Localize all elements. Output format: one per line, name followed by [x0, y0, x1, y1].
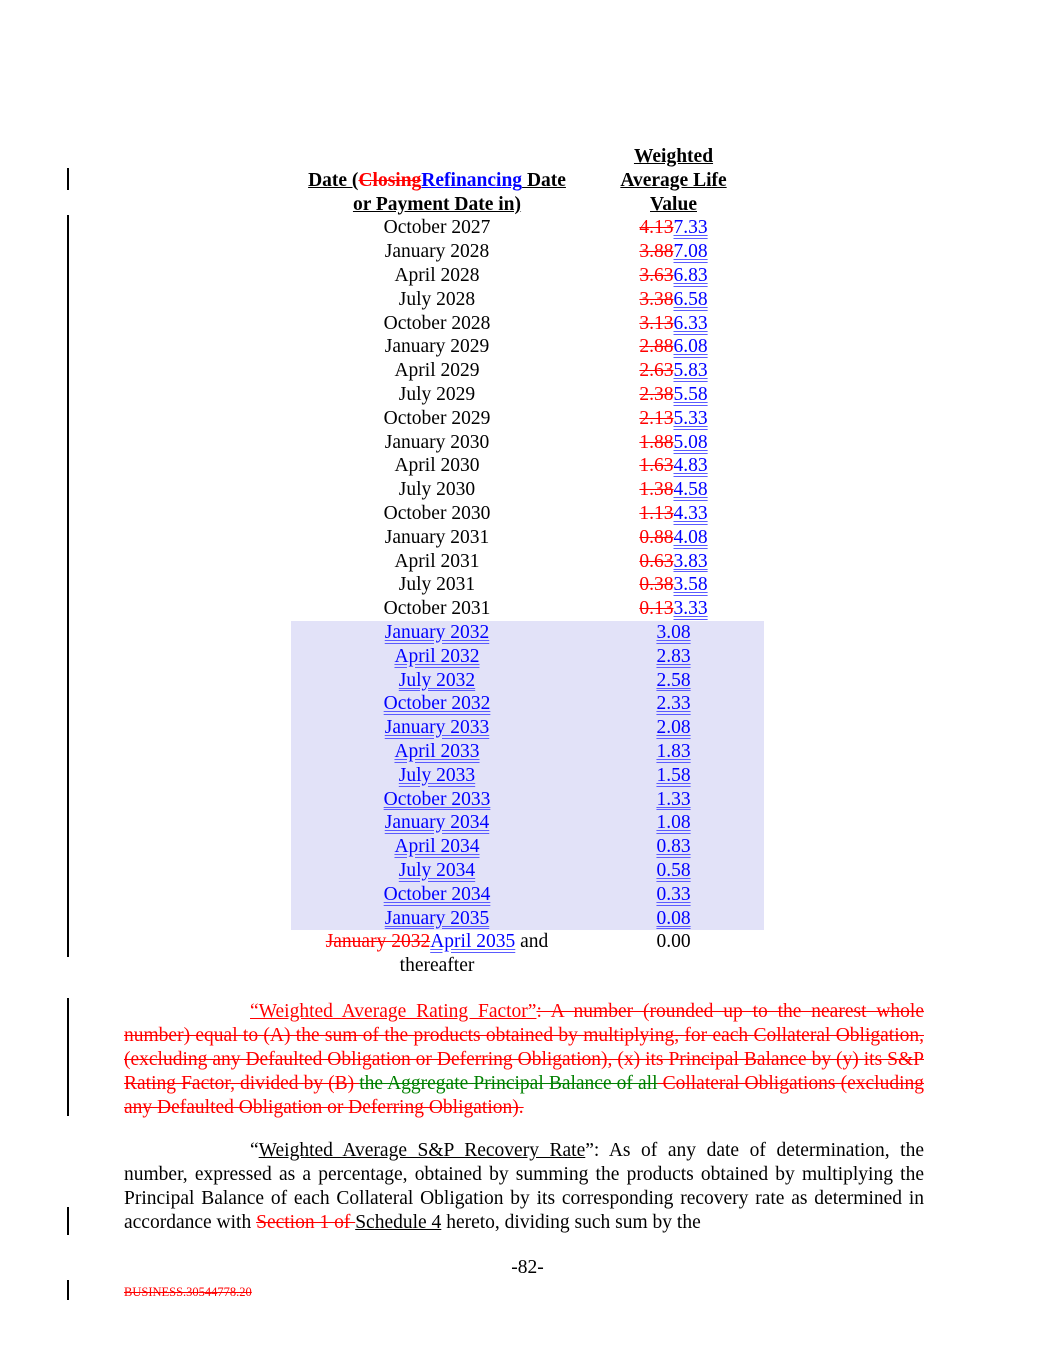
table-row — [291, 502, 764, 526]
header-date-line2: or Payment Date in) — [352, 193, 522, 215]
header-value-line2: Average Life — [620, 169, 727, 191]
value-cell — [583, 478, 764, 502]
date-cell: October 2031 — [383, 598, 491, 620]
old-value: 3.88 — [639, 241, 674, 263]
table-row-inserted — [291, 740, 764, 764]
final-date-cell: January 2032April 2035 and — [325, 931, 549, 953]
final-date-thereafter: thereafter — [399, 955, 475, 977]
date-cell: October 2030 — [383, 502, 491, 524]
table-row — [291, 383, 764, 407]
table-header-row — [291, 193, 764, 217]
old-value: 0.38 — [639, 574, 674, 596]
date-cell: July 2029 — [398, 383, 476, 405]
table-body — [291, 216, 764, 621]
inserted-rows-block — [291, 621, 764, 930]
defined-term: “Weighted Average Rating Factor” — [250, 1001, 537, 1022]
old-value: 0.13 — [639, 598, 674, 620]
value-cell — [583, 597, 764, 621]
definition-weighted-average-rating-factor: “Weighted Average Rating Factor”: A number (rounded up to the nearest whole number) equal to (A) the sum of the products obtained by multiplying, for each Collateral Obligation, (excluding any Defaulted Obligation or Deferring Obligation), (x) its Principal Balance by (y) its S&P Rating Factor, divided by (B) the Aggregate Principal Balance of all Collateral Obligations (excluding any Defaulted Obligation or Deferring Obligation). — [124, 1001, 924, 1118]
old-value: 2.13 — [639, 407, 674, 429]
value-cell: 2.58 — [656, 669, 691, 691]
date-cell: April 2033 — [394, 740, 480, 762]
table-row-final-cont — [291, 954, 764, 978]
table-row — [291, 240, 764, 264]
value-cell: 1.58 — [656, 764, 691, 786]
value-cell: 3.08 — [656, 621, 691, 643]
header-value-line3: Value — [650, 193, 697, 215]
new-value: 5.58 — [673, 383, 708, 405]
value-cell — [583, 573, 764, 597]
weighted-average-life-table — [291, 145, 764, 978]
date-cell: January 2033 — [384, 717, 490, 739]
date-cell: April 2030 — [394, 455, 480, 477]
value-cell — [583, 550, 764, 574]
value-cell: 1.33 — [656, 788, 691, 810]
change-bar — [67, 998, 69, 1116]
value-cell — [583, 312, 764, 336]
value-cell: 0.08 — [656, 907, 691, 929]
date-cell: January 2035 — [384, 907, 490, 929]
table-row — [291, 335, 764, 359]
page-number: -82- — [511, 1257, 544, 1278]
table-row — [291, 312, 764, 336]
schedule-reference: Schedule 4 — [355, 1211, 442, 1233]
new-value: 5.08 — [673, 431, 708, 453]
new-value: 4.33 — [673, 502, 708, 524]
table-row-inserted — [291, 859, 764, 883]
table-row-inserted — [291, 788, 764, 812]
date-cell: July 2033 — [398, 764, 476, 786]
value-cell — [583, 407, 764, 431]
value-cell: 0.83 — [656, 836, 691, 858]
date-cell: July 2030 — [398, 479, 476, 501]
date-cell: January 2031 — [384, 526, 490, 548]
value-cell: 0.58 — [656, 859, 691, 881]
date-cell: October 2033 — [383, 788, 491, 810]
new-value: 4.58 — [673, 479, 708, 501]
old-value: 0.88 — [639, 526, 674, 548]
value-cell — [583, 264, 764, 288]
new-value: 3.33 — [673, 598, 708, 620]
header-date-line1: Date (ClosingRefinancing Date — [308, 169, 566, 191]
definition-weighted-average-sp-recovery-rate: “Weighted Average S&P Recovery Rate”: As of any date of determination, the number, expressed as a percentage, obtained by summing the products obtained by multiplying the Principal Balance of each Collateral Obligation by its corresponding recovery rate as determined in accordance with Section 1 of Schedule 4 hereto, dividing such sum by the — [124, 1140, 924, 1233]
table-row — [291, 550, 764, 574]
old-value: 2.88 — [639, 336, 674, 358]
old-value: 3.63 — [639, 264, 674, 286]
table-row — [291, 526, 764, 550]
change-bar — [67, 215, 69, 957]
table-row — [291, 216, 764, 240]
date-cell: April 2032 — [394, 645, 480, 667]
date-cell: July 2028 — [398, 288, 476, 310]
date-cell: April 2028 — [394, 264, 480, 286]
change-bar — [67, 1280, 69, 1300]
date-cell: July 2032 — [398, 669, 476, 691]
new-value: 6.58 — [673, 288, 708, 310]
table-row — [291, 407, 764, 431]
table-row-inserted — [291, 716, 764, 740]
date-cell: October 2029 — [383, 407, 491, 429]
value-cell — [583, 383, 764, 407]
value-cell — [583, 454, 764, 478]
new-value: 3.58 — [673, 574, 708, 596]
old-value: 2.63 — [639, 360, 674, 382]
table-row-inserted — [291, 811, 764, 835]
new-value: 5.83 — [673, 360, 708, 382]
new-value: 3.83 — [673, 550, 708, 572]
table-row — [291, 288, 764, 312]
table-row-inserted — [291, 883, 764, 907]
table-row-final — [291, 930, 764, 954]
table-row — [291, 359, 764, 383]
date-cell: July 2031 — [398, 574, 476, 596]
value-cell — [583, 431, 764, 455]
date-cell: January 2029 — [384, 336, 490, 358]
table-row-inserted — [291, 835, 764, 859]
date-cell: April 2031 — [394, 550, 480, 572]
old-value: 1.63 — [639, 455, 674, 477]
value-cell — [583, 359, 764, 383]
date-cell: April 2034 — [394, 836, 480, 858]
value-cell: 2.08 — [656, 717, 691, 739]
new-value: 6.83 — [673, 264, 708, 286]
date-cell: October 2027 — [383, 217, 491, 239]
date-cell: January 2028 — [384, 241, 490, 263]
header-value-line1: Weighted — [633, 146, 714, 167]
table-row — [291, 597, 764, 621]
table-header-row — [291, 145, 764, 169]
new-value: 5.33 — [673, 407, 708, 429]
date-cell: July 2034 — [398, 859, 476, 881]
date-cell: January 2032 — [384, 621, 490, 643]
old-value: 1.13 — [639, 502, 674, 524]
value-cell: 0.33 — [656, 883, 691, 905]
value-cell — [583, 335, 764, 359]
new-value: 6.33 — [673, 312, 708, 334]
old-value: 4.13 — [639, 217, 674, 239]
change-bar — [67, 168, 69, 190]
value-cell: 1.08 — [656, 812, 691, 834]
value-cell — [583, 240, 764, 264]
table-row-inserted — [291, 764, 764, 788]
old-value: 0.63 — [639, 550, 674, 572]
old-value: 3.38 — [639, 288, 674, 310]
new-value: 4.08 — [673, 526, 708, 548]
new-value: 4.83 — [673, 455, 708, 477]
value-cell — [583, 216, 764, 240]
new-value: 6.08 — [673, 336, 708, 358]
table-row-inserted — [291, 692, 764, 716]
value-cell: 2.83 — [656, 645, 691, 667]
table-row — [291, 264, 764, 288]
change-bar — [67, 1207, 69, 1235]
table-row-inserted — [291, 621, 764, 645]
table-row-inserted — [291, 907, 764, 931]
old-value: 1.88 — [639, 431, 674, 453]
date-cell: January 2034 — [384, 812, 490, 834]
value-cell — [583, 502, 764, 526]
date-cell: April 2029 — [394, 360, 480, 382]
new-value: 7.08 — [673, 241, 708, 263]
date-cell: October 2034 — [383, 883, 491, 905]
value-cell — [583, 288, 764, 312]
table-row — [291, 478, 764, 502]
value-cell: 1.83 — [656, 740, 691, 762]
table-header-row — [291, 169, 764, 193]
date-cell: October 2028 — [383, 312, 491, 334]
defined-term: Weighted Average S&P Recovery Rate — [258, 1140, 586, 1161]
old-value: 2.38 — [639, 383, 674, 405]
table-row — [291, 431, 764, 455]
table-row-inserted — [291, 645, 764, 669]
old-value: 1.38 — [639, 479, 674, 501]
document-id-footer: BUSINESS.30544778.20 — [124, 1285, 252, 1299]
date-cell: January 2030 — [384, 431, 490, 453]
old-value: 3.13 — [639, 312, 674, 334]
final-value-cell: 0.00 — [656, 931, 691, 953]
new-value: 7.33 — [673, 217, 708, 239]
table-row — [291, 454, 764, 478]
table-row-inserted — [291, 669, 764, 693]
date-cell: October 2032 — [383, 693, 491, 715]
value-cell: 2.33 — [656, 693, 691, 715]
value-cell — [583, 526, 764, 550]
table-row — [291, 573, 764, 597]
